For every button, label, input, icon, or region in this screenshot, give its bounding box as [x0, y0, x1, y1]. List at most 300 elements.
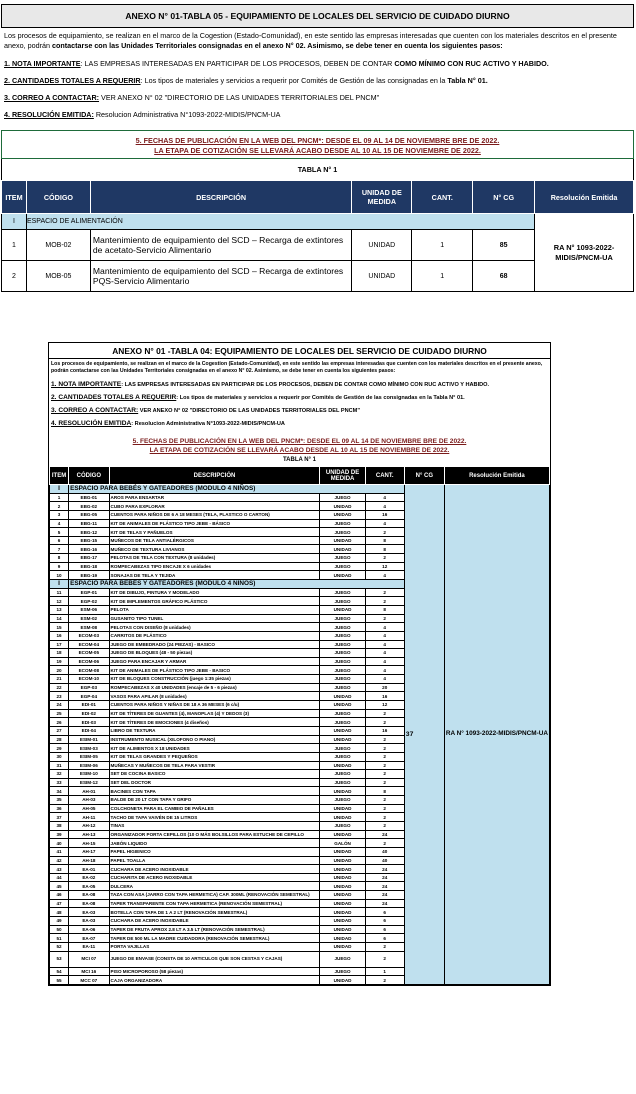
contact-text: VER ANEXO N° 02 "DIRECTORIO DE LAS UNIDADES TERRITORIALES DEL PNCM" [138, 408, 360, 414]
code-cell: ESIM-03 [69, 744, 109, 753]
quantity-cell: 4 [365, 657, 404, 666]
code-cell: EGP-01 [69, 588, 109, 597]
table-caption: TABLA N° 1 [1, 159, 634, 180]
code-cell: AH-11 [69, 813, 109, 822]
unit-cell: UNIDAD [320, 813, 365, 822]
quantities-bold-text: Tabla N° 01. [447, 76, 488, 85]
code-cell: ESIM-12 [69, 778, 109, 787]
item-cell: 24 [50, 701, 69, 710]
code-cell: EA-08 [69, 891, 109, 900]
quotation-dates: LA ETAPA DE COTIZACIÓN SE LLEVARÁ ACABO DESDE AL 10 AL 15 DE NOVIEMBRE DE 2022. [149, 447, 450, 454]
unit-cell: JUEGO [320, 631, 365, 640]
description-cell: JUEGO DE EMBEDRADO (24 PIEZAS) - BASICO [109, 640, 320, 649]
description-cell: PELOTAS CON DISEÑO (8 unidades) [109, 623, 320, 632]
unit-cell: JUEGO [320, 666, 365, 675]
quantity-cell: 4 [365, 631, 404, 640]
header-quantity: CANT. [412, 181, 473, 214]
group-label: ESPACIO PARA BEBÉS Y GATEADORES (MODULO 4 NIÑOS) [69, 485, 405, 494]
header-quantity: CANT. [365, 467, 404, 485]
code-cell: EGP-03 [69, 683, 109, 692]
unit-cell: UNIDAD [320, 726, 365, 735]
header-description: DESCRIPCIÓN [109, 467, 320, 485]
item-cell: 5 [50, 528, 69, 537]
description-cell: BACINES CON TAPA [109, 787, 320, 796]
item-cell: 36 [50, 804, 69, 813]
description-cell: DULCERA [109, 882, 320, 891]
quantities-note [49, 394, 550, 401]
code-cell: EBG-01 [69, 493, 109, 502]
description-cell: PORTA VAJILLAS [109, 942, 320, 951]
contact-label: 3. CORREO A CONTACTAR: [51, 407, 139, 414]
code-cell: EBG-05 [69, 510, 109, 519]
item-cell: 13 [50, 605, 69, 614]
annex-title: ANEXO N° 01 -TABLA 04: EQUIPAMIENTO DE LOCALES DEL SERVICIO DE CUIDADO DIURNO [49, 343, 550, 359]
dates-box [1, 130, 634, 159]
item-cell: 55 [50, 976, 69, 985]
description-cell: KIT DE DIBUJO, PINTURA Y MODELADO [109, 588, 320, 597]
quantity-cell: 2 [365, 778, 404, 787]
quantity-cell: 2 [365, 528, 404, 537]
item-cell: 9 [50, 562, 69, 571]
code-cell: ECOM-10 [69, 675, 109, 684]
quantity-cell: 2 [365, 744, 404, 753]
unit-cell: JUEGO [320, 752, 365, 761]
description-cell: CAJA ORGANIZADORA [109, 976, 320, 985]
item-cell: 27 [50, 726, 69, 735]
quantity-cell: 1 [412, 230, 473, 261]
quantity-cell: 4 [365, 493, 404, 502]
description-cell: KIT DE IMPLEMENTOS GRÁFICO PLÁSTICO [109, 597, 320, 606]
code-cell: ESIM-05 [69, 752, 109, 761]
resolution-note [49, 420, 550, 427]
unit-cell: JUEGO [320, 718, 365, 727]
description-cell: PELOTAS DE TELA CON TEXTURA (8 unidades) [109, 554, 320, 563]
annex-table-04 [48, 342, 551, 986]
group-row [50, 485, 550, 494]
code-cell: EA-05 [69, 882, 109, 891]
code-cell: ECOM-04 [69, 640, 109, 649]
unit-cell: GALÓN [320, 839, 365, 848]
quantity-cell: 2 [365, 761, 404, 770]
description-cell: SET DE COCINA BASICO [109, 770, 320, 779]
code-cell: EDI-03 [69, 718, 109, 727]
quantity-cell: 4 [365, 502, 404, 511]
code-cell: EA-03 [69, 917, 109, 926]
publication-dates: 5. FECHAS DE PUBLICACIÓN EN LA WEB DEL PNCM*: DESDE EL 09 AL 14 DE NOVIEMBRE BRE DE 2022. [135, 136, 500, 145]
unit-cell: UNIDAD [320, 735, 365, 744]
items-table [49, 466, 550, 985]
code-cell: EA-07 [69, 934, 109, 943]
description-cell: LIBRO DE TEXTURA [109, 726, 320, 735]
quantities-text: : Los tipos de materiales y servicios a requerir por Comités de Gestión de las consignadas en la Tabla N° 01. [176, 395, 465, 401]
code-cell: MOB-05 [26, 261, 90, 292]
item-cell: 44 [50, 873, 69, 882]
code-cell: EA-06 [69, 925, 109, 934]
unit-cell: UNIDAD [320, 787, 365, 796]
unit-cell: UNIDAD [320, 605, 365, 614]
unit-cell: JUEGO [320, 528, 365, 537]
description-cell: CUCHARA DE ACERO INOXIDABLE [109, 865, 320, 874]
header-description: DESCRIPCIÓN [90, 181, 352, 214]
code-cell: ECOM-03 [69, 631, 109, 640]
unit-cell: JUEGO [320, 951, 365, 967]
item-cell: 48 [50, 908, 69, 917]
quantity-cell: 6 [365, 925, 404, 934]
item-cell: 49 [50, 917, 69, 926]
quotation-dates: LA ETAPA DE COTIZACIÓN SE LLEVARÁ ACABO DESDE AL 10 AL 15 DE NOVIEMBRE DE 2022. [154, 146, 481, 155]
item-cell: 2 [2, 261, 27, 292]
code-cell: EA-11 [69, 942, 109, 951]
quantity-cell: 2 [365, 839, 404, 848]
description-cell: PAPEL TOALLA [109, 856, 320, 865]
intro-paragraph [1, 28, 634, 51]
description-cell: KIT DE TÍTERES DE GUANTES (4), MANOPLAS (4) Y DEDOS (3) [109, 709, 320, 718]
unit-cell: JUEGO [320, 640, 365, 649]
item-cell: 1 [2, 230, 27, 261]
unit-cell: UNIDAD [320, 692, 365, 701]
description-cell: ORGANIZADOR PORTA CEPILLOS (10 O MÁS BOLSILLOS PARA ESTUCHE DE CEPILLO [109, 830, 320, 839]
item-cell: 34 [50, 787, 69, 796]
item-cell: 19 [50, 657, 69, 666]
resolution-cell: RA N° 1093-2022-MIDIS/PNCM-UA [535, 214, 634, 292]
unit-cell: JUEGO [320, 967, 365, 976]
contact-note [49, 407, 550, 414]
unit-cell: JUEGO [320, 675, 365, 684]
unit-cell: JUEGO [320, 821, 365, 830]
unit-cell: UNIDAD [320, 761, 365, 770]
quantity-cell: 2 [365, 976, 404, 985]
description-cell: Mantenimiento de equipamiento del SCD – Recarga de extintores de acetato-Servicio Alimentario [90, 230, 352, 261]
code-cell: AH-18 [69, 856, 109, 865]
description-cell: CARRITOS DE PLÁSTICO [109, 631, 320, 640]
description-cell: GUSANITO TIPO TUNEL [109, 614, 320, 623]
unit-cell: UNIDAD [320, 976, 365, 985]
item-cell: 14 [50, 614, 69, 623]
table-header [50, 467, 550, 485]
item-cell: 42 [50, 856, 69, 865]
description-cell: TAZA CON ASA (JARRO CON TAPA HERMETICA) CAP. 300ML (RENOVACIÓN SEMESTRAL) [109, 891, 320, 900]
item-cell: 26 [50, 718, 69, 727]
item-cell: 7 [50, 545, 69, 554]
group-number: I [50, 580, 69, 589]
unit-cell: UNIDAD [320, 830, 365, 839]
code-cell: AH-12 [69, 821, 109, 830]
unit-cell: UNIDAD [320, 908, 365, 917]
header-cg: N° CG [473, 181, 535, 214]
item-cell: 15 [50, 623, 69, 632]
quantity-cell: 16 [365, 692, 404, 701]
item-cell: 52 [50, 942, 69, 951]
item-cell: 2 [50, 502, 69, 511]
quantity-cell: 6 [365, 908, 404, 917]
quantity-cell: 24 [365, 865, 404, 874]
group-label: ESPACIO PARA BEBÉS Y GATEADORES (MODULO 4 NIÑOS) [69, 580, 405, 589]
description-cell: INSTRUMENTO MUSICAL (XILOFONO O PIANO) [109, 735, 320, 744]
note-text: : LAS EMPRESAS INTERESADAS EN PARTICIPAR DE LOS PROCESOS, DEBEN DE CONTAR [80, 59, 393, 68]
resolution-cell: RA N° 1093-2022-MIDIS/PNCM-UA [444, 485, 549, 985]
annex-table-05 [1, 4, 634, 292]
unit-cell: JUEGO [320, 709, 365, 718]
header-unit: UNIDAD DE MEDIDA [352, 181, 412, 214]
unit-cell: UNIDAD [320, 502, 365, 511]
unit-cell: UNIDAD [320, 865, 365, 874]
code-cell: ESIM-01 [69, 735, 109, 744]
item-cell: 41 [50, 847, 69, 856]
code-cell: EBG-18 [69, 562, 109, 571]
resolution-text: Resolucion Administrativa N°1093-2022-MIDIS/PNCM-UA [93, 110, 281, 119]
code-cell: AH-05 [69, 804, 109, 813]
quantity-cell: 2 [365, 735, 404, 744]
unit-cell: JUEGO [320, 649, 365, 658]
note-important [49, 381, 550, 388]
header-item: ITEM [50, 467, 69, 485]
unit-cell: JUEGO [320, 597, 365, 606]
unit-cell: JUEGO [320, 554, 365, 563]
table-caption: TABLA N° 1 [282, 457, 317, 463]
quantity-cell: 2 [365, 718, 404, 727]
description-cell: CUENTOS PARA NIÑOS DE 6 A 18 MESES (TELA, PLASTICO O CARTON) [109, 510, 320, 519]
quantity-cell: 2 [365, 796, 404, 805]
description-cell: ROMPECABEZAS X 40 UNIDADES (encaje de 5 - 6 piezas) [109, 683, 320, 692]
header-code: CÓDIGO [26, 181, 90, 214]
quantity-cell: 24 [365, 899, 404, 908]
quantity-cell: 24 [365, 891, 404, 900]
quantity-cell: 4 [365, 623, 404, 632]
description-cell: JUEGO PARA ENCAJAR Y ARMAR [109, 657, 320, 666]
description-cell: TAPER TRANSPARENTE CON TAPA HERMETICA (RENOVACIÓN SEMESTRAL) [109, 899, 320, 908]
unit-cell: UNIDAD [320, 917, 365, 926]
description-cell: CUCHARA DE ACERO INOXIDABLE [109, 917, 320, 926]
description-cell: MUÑECO DE TEXTURA LIVIANOS [109, 545, 320, 554]
unit-cell: UNIDAD [320, 882, 365, 891]
code-cell: EBG-19 [69, 571, 109, 580]
code-cell: ECOM-08 [69, 666, 109, 675]
items-body [50, 485, 550, 985]
unit-cell: JUEGO [320, 744, 365, 753]
item-cell: 38 [50, 821, 69, 830]
description-cell: TAPER DE 500 ML LA MADRE CUIDADORA (RENOVACIÓN SEMESTRAL) [109, 934, 320, 943]
description-cell: PAPEL HIGIENICO [109, 847, 320, 856]
code-cell: AH-17 [69, 847, 109, 856]
quantity-cell: 4 [365, 640, 404, 649]
item-cell: 33 [50, 778, 69, 787]
code-cell: AH-03 [69, 796, 109, 805]
description-cell: KIT DE ANIMALES DE PLÁSTICO TIPO JEBE - BÁSICO [109, 519, 320, 528]
item-cell: 32 [50, 770, 69, 779]
quantity-cell: 24 [365, 873, 404, 882]
code-cell: ECOM-05 [69, 649, 109, 658]
item-cell: 29 [50, 744, 69, 753]
contact-label: 3. CORREO A CONTACTAR: [4, 93, 100, 102]
item-cell: 37 [50, 813, 69, 822]
code-cell: ESIM-10 [69, 770, 109, 779]
code-cell: EGP-02 [69, 597, 109, 606]
unit-cell: UNIDAD [320, 571, 365, 580]
code-cell: AH-01 [69, 787, 109, 796]
code-cell: MCC 07 [69, 976, 109, 985]
resolution-label: 4. RESOLUCIÓN EMITIDA: [4, 110, 94, 119]
description-cell: BALDE DE 20 LT CON TAPA Y GRIFO [109, 796, 320, 805]
description-cell: TACHO DE TAPA VAIVÉN DE 15 LITROS [109, 813, 320, 822]
code-cell: EGP-04 [69, 692, 109, 701]
intro-text: Los procesos de equipamiento, se realizan en el marco de la Cogestion (Estado-Comunidad), en este sentido las empresas interesadas que cuenten con los materiales descritos en el presente anexo, podrán [4, 31, 617, 50]
item-cell: 10 [50, 571, 69, 580]
quantity-cell: 6 [365, 917, 404, 926]
unit-cell: UNIDAD [352, 261, 412, 292]
group-label: ESPACIO DE ALIMENTACIÓN [26, 218, 123, 225]
unit-cell: UNIDAD [320, 942, 365, 951]
unit-cell: JUEGO [320, 493, 365, 502]
description-cell: AROS PARA ENSARTAR [109, 493, 320, 502]
code-cell: MCI 16 [69, 967, 109, 976]
quantity-cell: 12 [365, 701, 404, 710]
code-cell: EBG-11 [69, 519, 109, 528]
group-row [2, 214, 634, 230]
quantity-cell: 2 [365, 821, 404, 830]
items-table [1, 180, 634, 292]
item-cell: 17 [50, 640, 69, 649]
quantity-cell: 4 [365, 571, 404, 580]
cg-cell: 68 [473, 261, 535, 292]
description-cell: KIT DE TÍTERES DE EMOCIONES (4 diseños) [109, 718, 320, 727]
quantity-cell: 1 [365, 967, 404, 976]
description-cell: TINAS [109, 821, 320, 830]
quantity-cell: 2 [365, 752, 404, 761]
item-cell: 12 [50, 597, 69, 606]
quantity-cell: 4 [365, 675, 404, 684]
unit-cell: UNIDAD [320, 545, 365, 554]
code-cell: ESM-08 [69, 623, 109, 632]
note-bold-text: COMO MÍNIMO CON RUC ACTIVO Y HABIDO. [394, 59, 549, 68]
cg-cell: 85 [473, 230, 535, 261]
unit-cell: UNIDAD [320, 873, 365, 882]
item-cell: 35 [50, 796, 69, 805]
contact-note [1, 93, 634, 102]
quantity-cell: 8 [365, 787, 404, 796]
code-cell: ESM-02 [69, 614, 109, 623]
quantities-label: 2. CANTIDADES TOTALES A REQUERIR [4, 76, 141, 85]
code-cell: EDI-02 [69, 709, 109, 718]
quantity-cell: 2 [365, 614, 404, 623]
group-number: I [50, 485, 69, 494]
quantity-cell: 2 [365, 804, 404, 813]
intro-contact-text: contactarse con las Unidades Territoriales consignadas en el anexo N° 02. Asimismo, se debe tener en cuenta los siguientes pasos: [51, 41, 503, 50]
unit-cell: UNIDAD [320, 891, 365, 900]
description-cell: ROMPECABEZAS TIPO ENCAJE X 6 unidades [109, 562, 320, 571]
description-cell: CUBO PARA EXPLORAR [109, 502, 320, 511]
item-cell: 18 [50, 649, 69, 658]
code-cell: EDI-01 [69, 701, 109, 710]
description-cell: COLCHONETA PARA EL CAMBIO DE PAÑALES [109, 804, 320, 813]
quantity-cell: 16 [365, 510, 404, 519]
quantity-cell: 2 [365, 709, 404, 718]
table-header [2, 181, 634, 214]
note-important [1, 59, 634, 68]
group-number: I [2, 214, 27, 230]
quantity-cell: 4 [365, 519, 404, 528]
header-item: ITEM [2, 181, 27, 214]
quantity-cell: 40 [365, 856, 404, 865]
quantity-cell: 8 [365, 545, 404, 554]
unit-cell: JUEGO [320, 778, 365, 787]
note-text: : LAS EMPRESAS INTERESADAS EN PARTICIPAR DE LOS PROCESOS, DEBEN DE CONTAR COMO MÍNIMO CON RUC ACTIVO Y HABIDO. [121, 382, 490, 388]
quantity-cell: 20 [365, 683, 404, 692]
item-cell: 50 [50, 925, 69, 934]
item-cell: 53 [50, 951, 69, 967]
description-cell: VASOS PARA APILAR (8 unidades) [109, 692, 320, 701]
resolution-text: : Resolucion Administrativa N°1093-2022-MIDIS/PNCM-UA [131, 421, 285, 427]
description-cell: JABÓN LIQUIDO [109, 839, 320, 848]
code-cell: EBG-17 [69, 554, 109, 563]
header-code: CÓDIGO [69, 467, 109, 485]
item-cell: 20 [50, 666, 69, 675]
header-resolution: Resolución Emitida [535, 181, 634, 214]
unit-cell: JUEGO [320, 770, 365, 779]
cg-cell: 37 [404, 485, 444, 985]
publication-dates: 5. FECHAS DE PUBLICACIÓN EN LA WEB DEL PNCM*: DESDE EL 09 AL 14 DE NOVIEMBRE BRE DE 2022. [132, 438, 467, 445]
quantity-cell: 2 [365, 813, 404, 822]
description-cell: KIT DE ANIMALES DE PLÁSTICO TIPO JEBE - BASICO [109, 666, 320, 675]
description-cell: MUÑECAS Y MUÑECOS DE TELA PARA VESTIR [109, 761, 320, 770]
description-cell: JUEGO DE ENVASE (CONSTA DE 10 ARTICULOS QUE SON CESTAS Y CAJAS) [109, 951, 320, 967]
code-cell: ECOM-06 [69, 657, 109, 666]
description-cell: KIT DE TELAS Y PAÑUELOS [109, 528, 320, 537]
item-cell: 4 [50, 519, 69, 528]
item-cell: 47 [50, 899, 69, 908]
description-cell: PISO MICROPOROSO (58 piezas) [109, 967, 320, 976]
quantity-cell: 40 [365, 847, 404, 856]
code-cell: EA-02 [69, 873, 109, 882]
item-cell: 45 [50, 882, 69, 891]
resolution-label: 4. RESOLUCIÓN EMITIDA [51, 420, 132, 427]
description-cell: BOTELLA CON TAPA DE 1 A 2 LT (RENOVACIÓN SEMESTRAL) [109, 908, 320, 917]
quantities-note [1, 76, 634, 85]
quantities-text: : Los tipos de materiales y servicios a requerir por Comités de Gestión de las consignadas en la [140, 76, 446, 85]
quantity-cell: 1 [412, 261, 473, 292]
code-cell: EDI-04 [69, 726, 109, 735]
quantities-label: 2. CANTIDADES TOTALES A REQUERIR [51, 394, 177, 401]
description-cell: MUÑECOS DE TELA ANTIALÉRGICOS [109, 536, 320, 545]
unit-cell: JUEGO [320, 683, 365, 692]
item-cell: 22 [50, 683, 69, 692]
description-cell: KIT DE BLOQUES CONSTRUCCIÓN (juego 1:35 piezas) [109, 675, 320, 684]
header-unit: UNIDAD DE MEDIDA [320, 467, 365, 485]
item-cell: 54 [50, 967, 69, 976]
description-cell: JUEGO DE BLOQUES (48 - 50 piezas) [109, 649, 320, 658]
item-cell: 40 [50, 839, 69, 848]
code-cell: EA-03 [69, 908, 109, 917]
unit-cell: JUEGO [320, 657, 365, 666]
description-cell: KIT DE TELAS GRANDES Y PEQUEÑOS [109, 752, 320, 761]
quantity-cell: 24 [365, 882, 404, 891]
quantity-cell: 2 [365, 597, 404, 606]
quantity-cell: 2 [365, 951, 404, 967]
item-cell: 28 [50, 735, 69, 744]
quantity-cell: 24 [365, 830, 404, 839]
code-cell: ESIM-06 [69, 761, 109, 770]
unit-cell: UNIDAD [352, 230, 412, 261]
item-cell: 6 [50, 536, 69, 545]
item-cell: 46 [50, 891, 69, 900]
item-cell: 8 [50, 554, 69, 563]
unit-cell: JUEGO [320, 796, 365, 805]
description-cell: Mantenimiento de equipamiento del SCD – Recarga de extintores PQS-Servicio Alimentario [90, 261, 352, 292]
header-resolution: Resolución Emitida [444, 467, 549, 485]
item-cell: 11 [50, 588, 69, 597]
code-cell: EBG-16 [69, 545, 109, 554]
description-cell: CUCHARITA DE ACERO INOXIDABLE [109, 873, 320, 882]
description-cell: KIT DE ALIMENTOS X 18 UNIDADES [109, 744, 320, 753]
